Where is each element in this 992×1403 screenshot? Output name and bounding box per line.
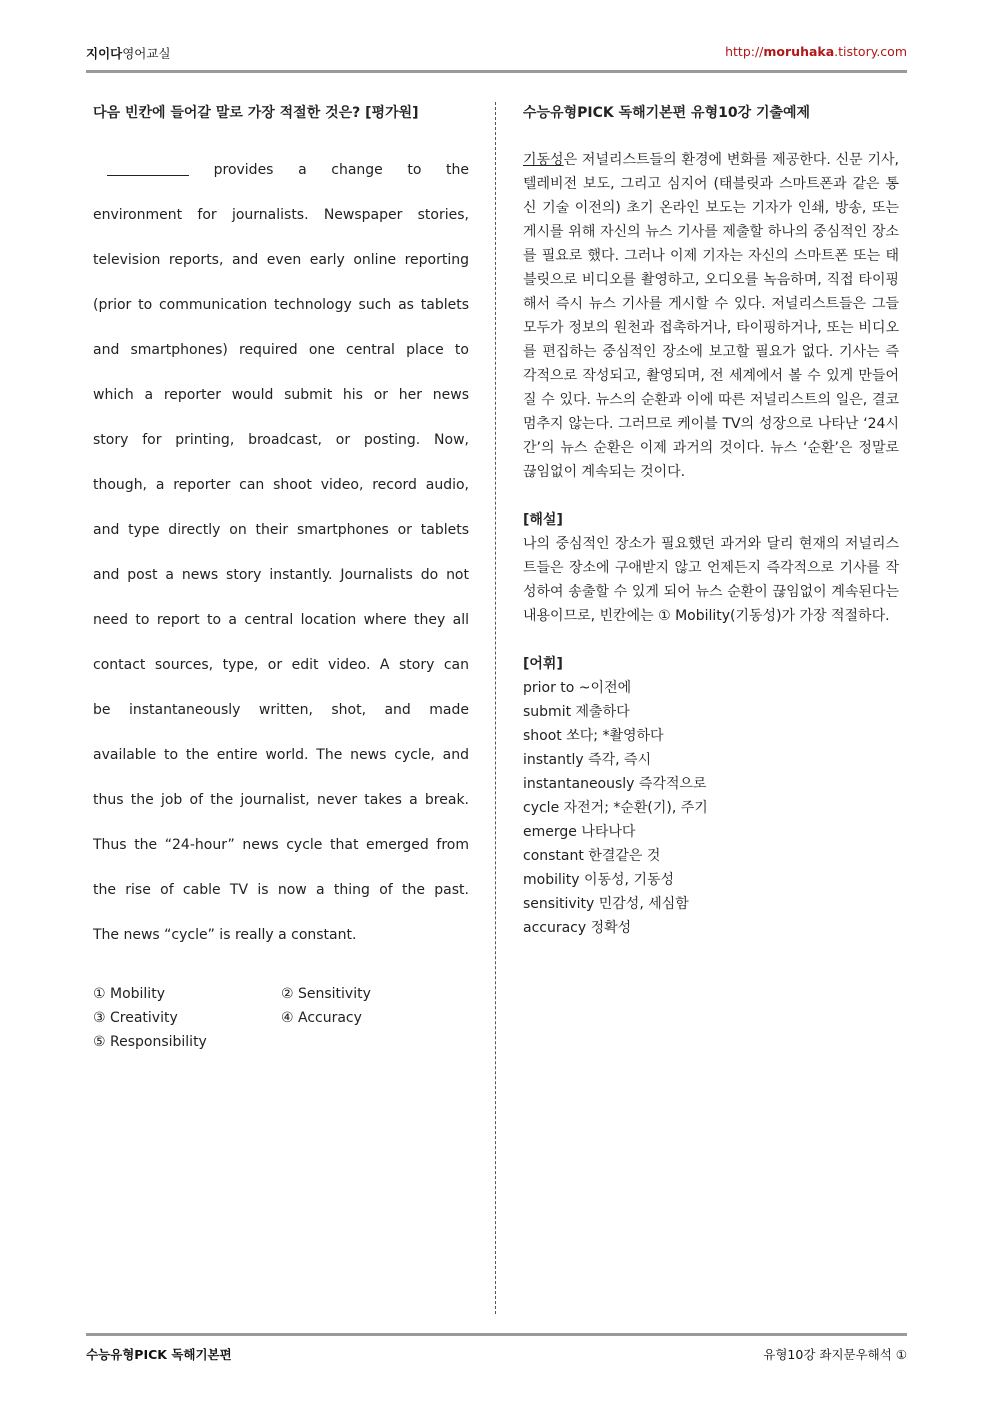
- passage-lines: [93, 193, 469, 913]
- vocab-item: constant 한결같은 것: [523, 848, 661, 864]
- passage-line: and type directly on their smartphones or tablets: [93, 522, 469, 538]
- passage-line: though, a reporter can shoot video, record audio,: [93, 477, 469, 493]
- translation-underlined: 기동성: [523, 152, 564, 168]
- choice-row: [93, 1030, 469, 1054]
- question-passage: [93, 148, 469, 958]
- passage-line: and smartphones) required one central place to: [93, 342, 469, 358]
- passage-line: story for printing, broadcast, or posting. Now,: [93, 432, 469, 448]
- passage-line: which a reporter would submit his or her news: [93, 387, 469, 403]
- brand-label: [86, 44, 171, 62]
- translation-rest: 은 저널리스트들의 환경에 변화를 제공한다. 신문 기사, 텔레비전 보도, 그리고 심지어 (태블릿과 스마트폰과 같은 통신 기술 이전의) 초기 온라인 보도는 기자가 인쇄, 방송, 또는 게시를 위해 자신의 뉴스 기사를 제출할 하나의 중심적인 장소를 필요로 했다. 그러나 이제 기자는 자신의 스마트폰 또는 태블릿으로 비디오를 촬영하고, 오디오를 녹음하며, 직접 타이핑해서 즉시 뉴스 기사를 게시할 수 있다. 저널리스트들은 그들 모두가 정보의 원천과 접촉하거나, 타이핑하거나, 또는 비디오를 편집하는 중심적인 장소에 보고할 필요가 없다. 기사는 즉각적으로 작성되고, 촬영되며, 전 세계에서 볼 수 있게 만들어질 수 있다. 뉴스의 순환과 이에 따른 저널리스트의 일은, 결코 멈추지 않는다. 그러므로 케이블 TV의 성장으로 나타난 ‘24시간’의 뉴스 순환은 이제 과거의 것이다. 뉴스 ‘순환’은 정말로 끊임없이 계속되는 것이다.: [523, 152, 899, 480]
- answer-title: 수능유형PICK 독해기본편 유형10강 기출예제: [523, 105, 811, 121]
- answer-choices: [93, 982, 469, 1054]
- page-header: [86, 44, 907, 64]
- passage-line: available to the entire world. The news cycle, and: [93, 747, 469, 763]
- passage-line: Thus the “24-hour” news cycle that emerged from: [93, 837, 469, 853]
- choice-2: ② Sensitivity: [281, 986, 371, 1002]
- blog-url-link[interactable]: [725, 44, 907, 59]
- passage-line: and post a news story instantly. Journalists do not: [93, 567, 469, 583]
- question-title: 다음 빈칸에 들어갈 말로 가장 적절한 것은? [평가원]: [93, 105, 419, 121]
- brand-bold: 지이다: [86, 46, 123, 61]
- vocab-item: accuracy 정확성: [523, 920, 632, 936]
- explanation-title: [해설]: [523, 512, 563, 528]
- vocab-item: instantaneously 즉각적으로: [523, 776, 707, 792]
- passage-line: need to report to a central location where they all: [93, 612, 469, 628]
- vocab-title: [어휘]: [523, 656, 563, 672]
- passage-line: the rise of cable TV is now a thing of the past.: [93, 882, 469, 898]
- vocab-item: cycle 자전거; *순환(기), 주기: [523, 800, 708, 816]
- vocab-item: sensitivity 민감성, 세심함: [523, 896, 689, 912]
- vocab-item: mobility 이동성, 기동성: [523, 872, 675, 888]
- vocab-item: submit 제출하다: [523, 704, 630, 720]
- passage-line: thus the job of the journalist, never takes a break.: [93, 792, 469, 808]
- brand-rest: 영어교실: [122, 46, 171, 61]
- vocab-list: [523, 676, 899, 940]
- vocab-item: instantly 즉각, 즉시: [523, 752, 652, 768]
- passage-line: be instantaneously written, shot, and made: [93, 702, 469, 718]
- footer-page-label: 유형10강 좌지문우해석 ①: [763, 1347, 907, 1362]
- passage-line: environment for journalists. Newspaper stories,: [93, 207, 469, 223]
- choice-1: ① Mobility: [93, 986, 165, 1002]
- choice-3: ③ Creativity: [93, 1010, 178, 1026]
- answer-column: [523, 100, 899, 940]
- column-divider: [495, 102, 496, 1314]
- explanation-text: 나의 중심적인 장소가 필요했던 과거와 달리 현재의 저널리스트들은 장소에 구애받지 않고 언제든지 즉각적으로 기사를 작성하여 송출할 수 있게 되어 뉴스 순환이 끊임없이 계속된다는 내용이므로, 빈칸에는 ① Mobility(기동성)가 가장 적절하다.: [523, 536, 899, 624]
- passage-first-line: provides a change to the: [93, 148, 469, 193]
- header-rule: [86, 70, 907, 73]
- url-prefix: http://: [725, 44, 764, 59]
- passage-line: (prior to communication technology such as tablets: [93, 297, 469, 313]
- answer-blank: [107, 161, 189, 176]
- url-suffix: .tistory.com: [834, 44, 907, 59]
- vocab-item: emerge 나타나다: [523, 824, 636, 840]
- choice-row: [93, 982, 469, 1006]
- footer-book-title: 수능유형PICK 독해기본편: [86, 1347, 232, 1362]
- vocab-item: shoot 쏘다; *촬영하다: [523, 728, 664, 744]
- choice-5: ⑤ Responsibility: [93, 1034, 207, 1050]
- passage-last-line: The news “cycle” is really a constant.: [93, 927, 357, 943]
- passage-line: contact sources, type, or edit video. A story can: [93, 657, 469, 673]
- choice-row: [93, 1006, 469, 1030]
- footer-rule: [86, 1333, 907, 1336]
- question-column: [93, 100, 469, 1054]
- url-bold: moruhaka: [763, 44, 835, 59]
- passage-line: television reports, and even early online reporting: [93, 252, 469, 268]
- vocab-item: prior to ~이전에: [523, 680, 632, 696]
- translation-text: [523, 148, 899, 484]
- choice-4: ④ Accuracy: [281, 1010, 362, 1026]
